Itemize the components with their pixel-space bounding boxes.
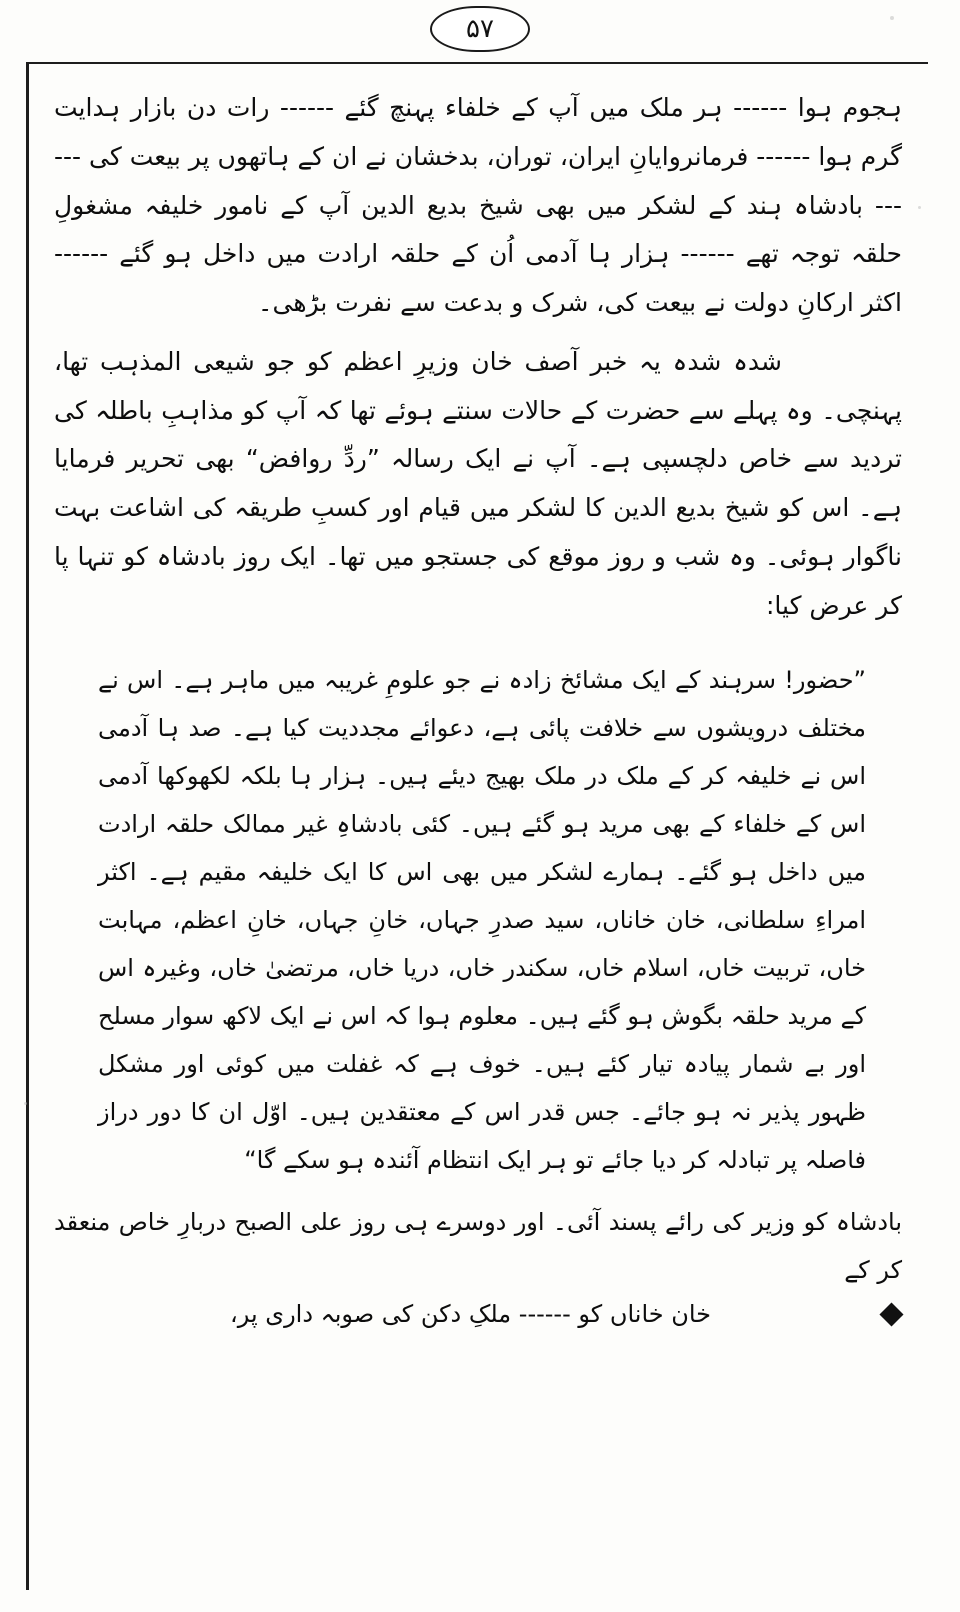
closing-paragraph: بادشاہ کو وزیر کی رائے پسند آئی۔ اور دوسرے ہی روز علی الصبح دربارِ خاص منعقد کر کے bbox=[54, 1208, 902, 1285]
footer-text: خان خاناں کو ------ ملکِ دکن کی صوبہ داری پر، bbox=[230, 1300, 711, 1329]
paragraph-2: شدہ شدہ یہ خبر آصف خان وزیرِ اعظم کو جو شیعی المذہب تھا، پہنچی۔ وہ پہلے سے حضرت کے حالات سنتے ہوئے تھا کہ آپ کو مذاہبِ باطلہ کی تردید سے خاص دلچسپی ہے۔ آپ نے ایک رسالہ ”ردِّ روافض“ بھی تحریر فرمایا ہے۔ اس کو شیخ بدیع الدین کا لشکر میں قیام اور کسبِ طریقہ کی اشاعت بہت ناگوار ہوئی۔ وہ شب و روز موقع کی جستجو میں تھا۔ ایک روز بادشاہ کو تنہا پا کر عرض کیا: bbox=[54, 346, 902, 620]
quoted-speech-block bbox=[98, 656, 866, 1184]
diamond-icon bbox=[879, 1302, 903, 1326]
quote-line-1: ”حضور! سرہند کے ایک مشائخ زادہ نے جو علومِ غریبہ میں ماہر ہے۔ اس نے مختلف درویشوں سے خلافت پائی ہے، دعوائے مجددیت کیا ہے۔ صد ہا آدمی اس نے خلیفہ کر کے ملک در ملک بھیج دیئے ہیں۔ ہزار ہا بلکہ لکھوکھا آدمی اس کے خلفاء کے بھی مرید ہو گئے ہیں۔ کئی بادشاہِ غیر ممالک حلقہ ارادت میں داخل ہو گئے۔ ہمارے لشکر میں بھی اس کا ایک خلیفہ مقیم ہے۔ اکثر امراءِ سلطانی، خان خاناں، سید صدرِ جہاں، خانِ جہاں، خانِ اعظم، مہابت خاں، تربیت خاں، اسلام خاں، سکندر خاں، دریا خاں، مرتضیٰ خاں، وغیرہ اس کے مرید حلقہ بگوش ہو گئے ہیں۔ معلوم ہوا کہ اس نے ایک لاکھ سوار مسلح اور بے شمار پیادہ تیار کئے ہیں۔ خوف ہے کہ غفلت میں کوئی اور مشکل ظہور پذیر نہ ہو جائے۔ جس قدر اس کے معتقدین ہیں۔ اوّل ان کا دور دراز فاصلہ پر تبادلہ کر دیا جائے تو ہر ایک انتظام آئندہ ہو سکے گا“ bbox=[98, 666, 866, 1175]
page-number-badge bbox=[430, 6, 530, 52]
scan-speck bbox=[24, 1102, 27, 1105]
paragraph-1: ہجوم ہوا ------ ہر ملک میں آپ کے خلفاء پہنچ گئے ------ رات دن بازار ہدایت گرم ہوا ------ فرمانروایانِ ایران، توران، بدخشان نے ان کے ہاتھوں پر بیعت کی ------ بادشاہ ہند کے لشکر میں بھی شیخ بدیع الدین آپ کے نامور خلیفہ مشغولِ حلقہ توجہ تھے ------ ہزار ہا آدمی اُن کے حلقہ ارادت میں داخل ہو گئے ------ اکثر ارکانِ دولت نے بیعت کی، شرک و بدعت سے نفرت بڑھی۔ bbox=[54, 93, 902, 317]
page-content bbox=[40, 78, 920, 1583]
scan-speck bbox=[890, 16, 894, 20]
footer-line bbox=[54, 1300, 902, 1328]
scan-speck bbox=[918, 206, 921, 209]
page-number: ۵۷ bbox=[466, 14, 494, 44]
